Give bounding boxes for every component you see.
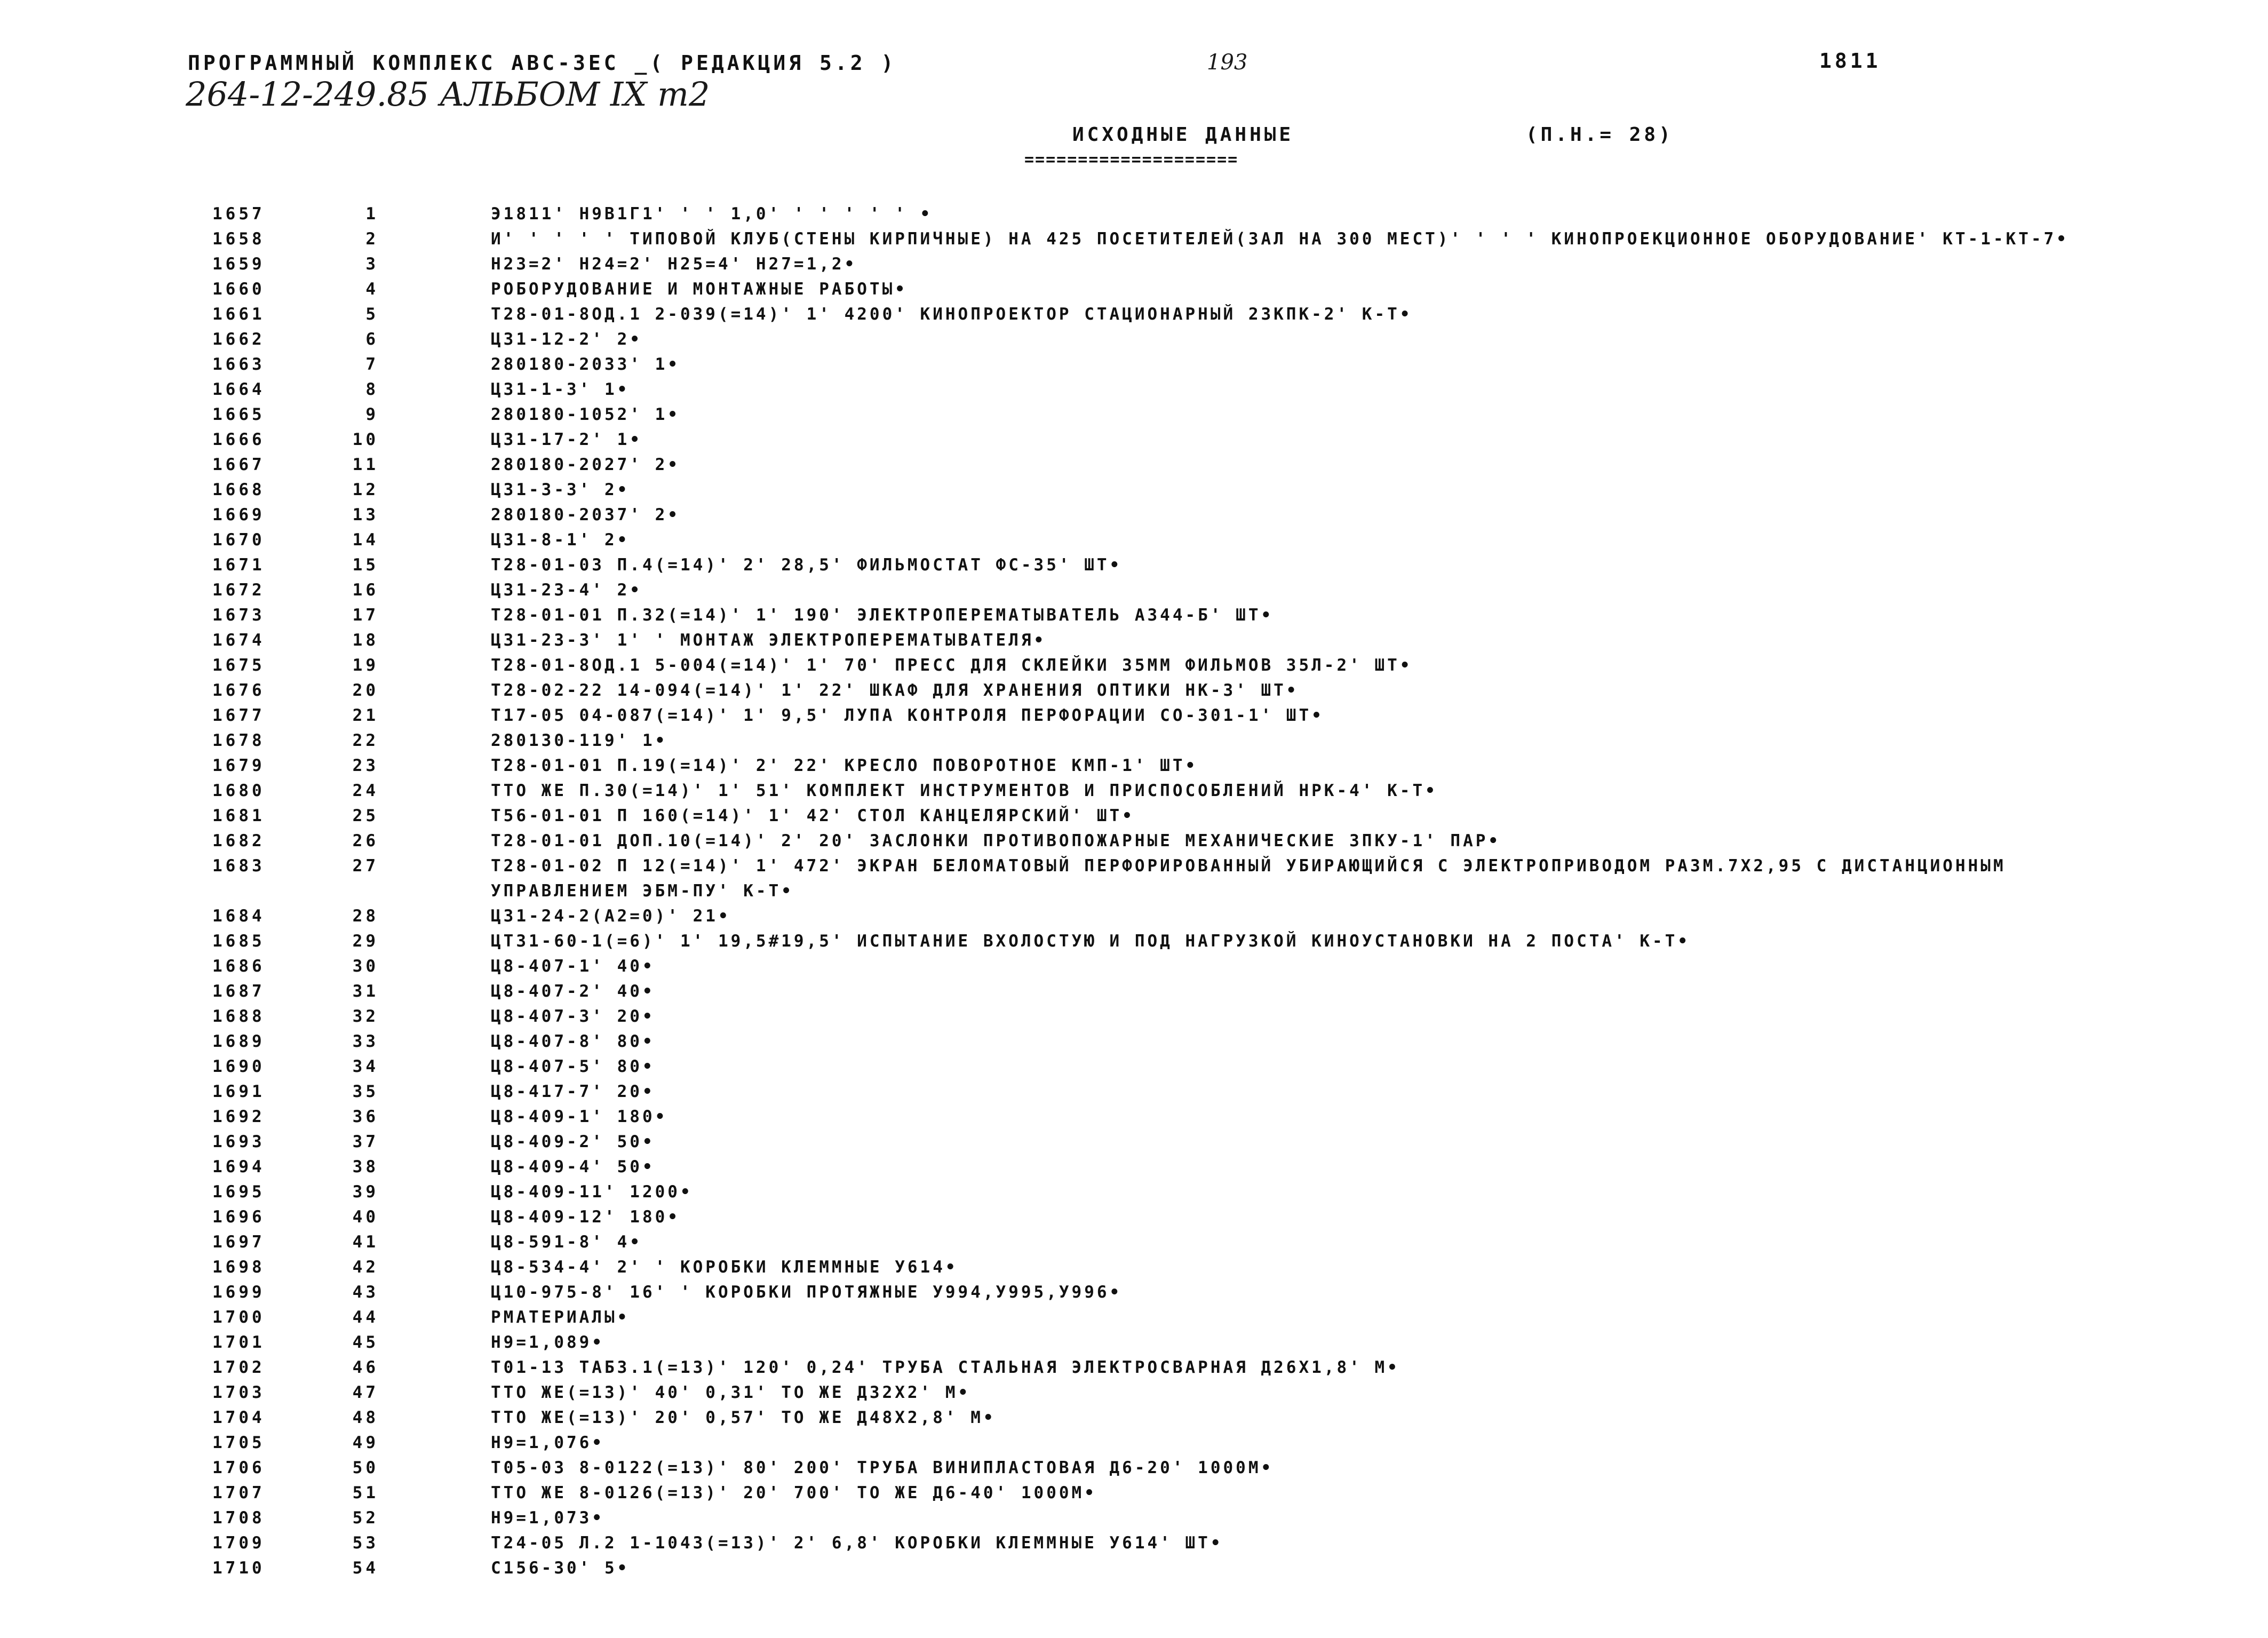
listing-row	[0, 202, 2268, 227]
line-number: 1678	[212, 731, 265, 750]
record-number: 48	[352, 1408, 379, 1427]
listing-row	[0, 302, 2268, 327]
record-number: 28	[352, 907, 379, 926]
line-number: 1661	[212, 305, 265, 324]
listing-row	[0, 653, 2268, 678]
line-number: 1680	[212, 781, 265, 800]
record-number: 22	[352, 731, 379, 750]
record-text: ЦТ31-60-1(=6)' 1' 19,5#19,5' ИСПЫТАНИЕ ВХОЛОСТУЮ И ПОД НАГРУЗКОЙ КИНОУСТАНОВКИ НА 2 ПОСТА' К-Т•	[491, 932, 1691, 951]
listing-row	[0, 929, 2268, 954]
record-text: Ц8-409-11' 1200•	[491, 1182, 693, 1202]
record-text: Т24-05 Л.2 1-1043(=13)' 2' 6,8' КОРОБКИ КЛЕММНЫЕ У614' ШТ•	[491, 1533, 1223, 1553]
line-number: 1675	[212, 656, 265, 675]
record-text: Ц31-8-1' 2•	[491, 530, 630, 550]
line-number: 1692	[212, 1107, 265, 1126]
listing-row	[0, 1556, 2268, 1581]
record-text: Ц8-534-4' 2' ' КОРОБКИ КЛЕММНЫЕ У614•	[491, 1258, 958, 1277]
listing-row	[0, 553, 2268, 578]
record-text: Ц31-17-2' 1•	[491, 430, 642, 449]
record-number: 17	[352, 606, 379, 625]
listing-row	[0, 352, 2268, 377]
listing-row	[0, 904, 2268, 929]
line-number: 1679	[212, 756, 265, 775]
record-text: Т01-13 ТАБ3.1(=13)' 120' 0,24' ТРУБА СТАЛЬНАЯ ЭЛЕКТРОСВАРНАЯ Д26Х1,8' М•	[491, 1358, 1400, 1377]
line-number: 1701	[212, 1333, 265, 1352]
line-number: 1663	[212, 355, 265, 374]
record-text: Т28-01-01 П.32(=14)' 1' 190' ЭЛЕКТРОПЕРЕМАТЫВАТЕЛЬ А344-Б' ШТ•	[491, 606, 1274, 625]
listing-row	[0, 1104, 2268, 1130]
line-number: 1683	[212, 856, 265, 876]
line-number: 1657	[212, 204, 265, 224]
line-number: 1705	[212, 1433, 265, 1452]
line-number: 1670	[212, 530, 265, 550]
line-number: 1671	[212, 555, 265, 575]
line-number: 1673	[212, 606, 265, 625]
record-number: 53	[352, 1533, 379, 1553]
listing-row	[0, 1079, 2268, 1104]
listing-row	[0, 1430, 2268, 1456]
record-number: 32	[352, 1007, 379, 1026]
record-number: 49	[352, 1433, 379, 1452]
record-text: Ц31-1-3' 1•	[491, 380, 630, 399]
record-number: 43	[352, 1283, 379, 1302]
listing-row	[0, 277, 2268, 302]
record-number: 38	[352, 1157, 379, 1176]
record-number: 47	[352, 1383, 379, 1402]
data-listing	[0, 202, 2268, 1581]
line-number: 1662	[212, 330, 265, 349]
line-number: 1695	[212, 1182, 265, 1202]
record-text: 280180-2033' 1•	[491, 355, 680, 374]
record-number: 42	[352, 1258, 379, 1277]
record-text: Ц31-23-3' 1' ' МОНТАЖ ЭЛЕКТРОПЕРЕМАТЫВАТЕЛЯ•	[491, 631, 1047, 650]
record-text: Ц31-3-3' 2•	[491, 480, 630, 499]
record-text: Ц8-407-3' 20•	[491, 1007, 655, 1026]
line-number: 1659	[212, 255, 265, 274]
record-number: 39	[352, 1182, 379, 1202]
listing-row	[0, 452, 2268, 478]
record-text: ТТО ЖЕ П.30(=14)' 1' 51' КОМПЛЕКТ ИНСТРУМЕНТОВ И ПРИСПОСОБЛЕНИЙ НРК-4' К-Т•	[491, 781, 1438, 800]
record-text: Н9=1,089•	[491, 1333, 604, 1352]
line-number: 1660	[212, 280, 265, 299]
line-number: 1685	[212, 932, 265, 951]
pn-label: (П.Н.= 28)	[1526, 124, 1674, 146]
line-number: 1694	[212, 1157, 265, 1176]
record-text: Ц8-407-2' 40•	[491, 982, 655, 1001]
listing-row	[0, 804, 2268, 829]
record-text: Ц8-407-1' 40•	[491, 957, 655, 976]
record-text: Э1811' Н9В1Г1' ' ' 1,0' ' ' ' ' ' •	[491, 204, 933, 224]
record-number: 1	[365, 204, 379, 224]
listing-row	[0, 603, 2268, 628]
record-number: 3	[365, 255, 379, 274]
record-number: 33	[352, 1032, 379, 1051]
listing-row	[0, 1380, 2268, 1405]
record-number: 46	[352, 1358, 379, 1377]
record-number: 15	[352, 555, 379, 575]
record-number: 35	[352, 1082, 379, 1101]
record-number: 31	[352, 982, 379, 1001]
record-number: 52	[352, 1508, 379, 1528]
record-number: 11	[352, 455, 379, 474]
record-text: 280180-1052' 1•	[491, 405, 680, 424]
record-text: Т28-01-8ОД.1 5-004(=14)' 1' 70' ПРЕСС ДЛЯ СКЛЕЙКИ 35ММ ФИЛЬМОВ 35Л-2' ШТ•	[491, 656, 1413, 675]
record-number: 30	[352, 957, 379, 976]
line-number: 1707	[212, 1483, 265, 1502]
listing-row	[0, 227, 2268, 252]
line-number: 1688	[212, 1007, 265, 1026]
record-number: 40	[352, 1207, 379, 1227]
line-number: 1700	[212, 1308, 265, 1327]
record-number: 34	[352, 1057, 379, 1076]
listing-row	[0, 528, 2268, 553]
line-number: 1668	[212, 480, 265, 499]
record-number: 29	[352, 932, 379, 951]
record-text: Н9=1,076•	[491, 1433, 604, 1452]
record-text: Ц31-12-2' 2•	[491, 330, 642, 349]
line-number: 1684	[212, 907, 265, 926]
line-number: 1690	[212, 1057, 265, 1076]
record-number: 37	[352, 1132, 379, 1151]
listing-row	[0, 753, 2268, 778]
section-title: ИСХОДНЫЕ ДАННЫЕ	[1072, 124, 1294, 146]
record-text: Т28-02-22 14-094(=14)' 1' 22' ШКАФ ДЛЯ ХРАНЕНИЯ ОПТИКИ НК-3' ШТ•	[491, 681, 1299, 700]
listing-row	[0, 1130, 2268, 1155]
listing-row	[0, 1456, 2268, 1481]
listing-row	[0, 778, 2268, 804]
listing-row	[0, 703, 2268, 728]
listing-row	[0, 854, 2268, 904]
record-text: Т56-01-01 П 160(=14)' 1' 42' СТОЛ КАНЦЕЛЯРСКИЙ' ШТ•	[491, 806, 1135, 825]
record-text: РОБОРУДОВАНИЕ И МОНТАЖНЫЕ РАБОТЫ•	[491, 280, 908, 299]
record-number: 2	[365, 229, 379, 249]
record-text: 280130-119' 1•	[491, 731, 668, 750]
record-number: 51	[352, 1483, 379, 1502]
line-number: 1709	[212, 1533, 265, 1553]
record-text: С156-30' 5•	[491, 1559, 630, 1578]
record-text: Н9=1,073•	[491, 1508, 604, 1528]
listing-row	[0, 402, 2268, 427]
record-text: Н23=2' Н24=2' Н25=4' Н27=1,2•	[491, 255, 857, 274]
listing-row	[0, 1330, 2268, 1355]
line-number: 1699	[212, 1283, 265, 1302]
record-number: 14	[352, 530, 379, 550]
record-text: Ц8-409-1' 180•	[491, 1107, 668, 1126]
record-number: 20	[352, 681, 379, 700]
line-number: 1706	[212, 1458, 265, 1477]
listing-row	[0, 954, 2268, 979]
record-number: 6	[365, 330, 379, 349]
line-number: 1677	[212, 706, 265, 725]
listing-row	[0, 829, 2268, 854]
line-number: 1696	[212, 1207, 265, 1227]
listing-row	[0, 1506, 2268, 1531]
record-text: Т28-01-01 П.19(=14)' 2' 22' КРЕСЛО ПОВОРОТНОЕ КМП-1' ШТ•	[491, 756, 1198, 775]
record-text: Т17-05 04-087(=14)' 1' 9,5' ЛУПА КОНТРОЛЯ ПЕРФОРАЦИИ СО-301-1' ШТ•	[491, 706, 1324, 725]
listing-row	[0, 628, 2268, 653]
record-number: 45	[352, 1333, 379, 1352]
record-number: 4	[365, 280, 379, 299]
record-text: Т28-01-8ОД.1 2-039(=14)' 1' 4200' КИНОПРОЕКТОР СТАЦИОНАРНЫЙ 23КПК-2' К-Т•	[491, 305, 1413, 324]
record-text: Ц8-407-8' 80•	[491, 1032, 655, 1051]
listing-row	[0, 1230, 2268, 1255]
record-number: 19	[352, 656, 379, 675]
listing-row	[0, 1405, 2268, 1430]
record-text: Ц31-23-4' 2•	[491, 581, 642, 600]
record-number: 54	[352, 1559, 379, 1578]
record-text: Т05-03 8-0122(=13)' 80' 200' ТРУБА ВИНИПЛАСТОВАЯ Д6-20' 1000М•	[491, 1458, 1274, 1477]
listing-row	[0, 1004, 2268, 1029]
record-number: 23	[352, 756, 379, 775]
record-number: 16	[352, 581, 379, 600]
record-number: 25	[352, 806, 379, 825]
listing-row	[0, 1054, 2268, 1079]
listing-row	[0, 1280, 2268, 1305]
record-number: 41	[352, 1233, 379, 1252]
record-number: 18	[352, 631, 379, 650]
record-number: 9	[365, 405, 379, 424]
line-number: 1697	[212, 1233, 265, 1252]
listing-row	[0, 252, 2268, 277]
title-underline: ====================	[1024, 150, 1239, 169]
record-number: 13	[352, 505, 379, 524]
program-header: ПРОГРАММНЫЙ КОМПЛЕКС АВС-ЗЕС _( РЕДАКЦИЯ 5.2 )	[188, 51, 897, 75]
line-number: 1708	[212, 1508, 265, 1528]
record-number: 50	[352, 1458, 379, 1477]
record-number: 8	[365, 380, 379, 399]
line-number: 1686	[212, 957, 265, 976]
page-number: 1811	[1819, 49, 1881, 73]
line-number: 1691	[212, 1082, 265, 1101]
listing-row	[0, 427, 2268, 452]
listing-row	[0, 1305, 2268, 1330]
record-number: 26	[352, 831, 379, 850]
listing-row	[0, 1180, 2268, 1205]
line-number: 1658	[212, 229, 265, 249]
listing-row	[0, 1029, 2268, 1054]
listing-row	[0, 678, 2268, 703]
listing-row	[0, 1531, 2268, 1556]
record-text: И' ' ' ' ' ТИПОВОЙ КЛУБ(СТЕНЫ КИРПИЧНЫЕ) НА 425 ПОСЕТИТЕЛЕЙ(ЗАЛ НА 300 МЕСТ)' ' ' ' КИНОПРОЕКЦИОННОЕ ОБОРУДОВАНИЕ' КТ-1-КТ-7•	[491, 229, 2069, 249]
listing-row	[0, 979, 2268, 1004]
line-number: 1687	[212, 982, 265, 1001]
line-number: 1674	[212, 631, 265, 650]
line-number: 1693	[212, 1132, 265, 1151]
listing-row	[0, 1205, 2268, 1230]
record-text: Т28-01-01 ДОП.10(=14)' 2' 20' ЗАСЛОНКИ ПРОТИВОПОЖАРНЫЕ МЕХАНИЧЕСКИЕ ЗПКУ-1' ПАР•	[491, 831, 1501, 850]
line-number: 1672	[212, 581, 265, 600]
record-number: 44	[352, 1308, 379, 1327]
line-number: 1710	[212, 1559, 265, 1578]
listing-row	[0, 1155, 2268, 1180]
record-text: Ц31-24-2(А2=0)' 21•	[491, 907, 731, 926]
listing-row	[0, 327, 2268, 352]
listing-row	[0, 1255, 2268, 1280]
line-number: 1702	[212, 1358, 265, 1377]
record-number: 7	[365, 355, 379, 374]
line-number: 1704	[212, 1408, 265, 1427]
record-text: 280180-2037' 2•	[491, 505, 680, 524]
handwritten-page-stamp: 193	[1207, 50, 1248, 75]
record-text: ТТО ЖЕ(=13)' 40' 0,31' ТО ЖЕ Д32Х2' М•	[491, 1383, 971, 1402]
line-number: 1703	[212, 1383, 265, 1402]
listing-row	[0, 377, 2268, 402]
record-number: 27	[352, 856, 379, 876]
record-number: 24	[352, 781, 379, 800]
record-text: 280180-2027' 2•	[491, 455, 680, 474]
line-number: 1664	[212, 380, 265, 399]
record-text: Ц10-975-8' 16' ' КОРОБКИ ПРОТЯЖНЫЕ У994,У995,У996•	[491, 1283, 1123, 1302]
handwritten-album-note: 264-12-249.85 АЛЬБОМ IX т2	[186, 75, 710, 114]
record-number: 12	[352, 480, 379, 499]
listing-row	[0, 578, 2268, 603]
listing-row	[0, 1481, 2268, 1506]
record-text: Ц8-409-4' 50•	[491, 1157, 655, 1176]
record-text: Ц8-409-2' 50•	[491, 1132, 655, 1151]
record-number: 36	[352, 1107, 379, 1126]
record-text: РМАТЕРИАЛЫ•	[491, 1308, 630, 1327]
record-number: 5	[365, 305, 379, 324]
record-text: Ц8-417-7' 20•	[491, 1082, 655, 1101]
record-text: Ц8-409-12' 180•	[491, 1207, 680, 1227]
listing-row	[0, 478, 2268, 503]
record-text: Т28-01-03 П.4(=14)' 2' 28,5' ФИЛЬМОСТАТ ФС-35' ШТ•	[491, 555, 1123, 575]
listing-row	[0, 728, 2268, 753]
record-number: 21	[352, 706, 379, 725]
line-number: 1669	[212, 505, 265, 524]
line-number: 1665	[212, 405, 265, 424]
record-text: ТТО ЖЕ 8-0126(=13)' 20' 700' ТО ЖЕ Д6-40' 1000М•	[491, 1483, 1097, 1502]
listing-row	[0, 1355, 2268, 1380]
line-number: 1666	[212, 430, 265, 449]
line-number: 1698	[212, 1258, 265, 1277]
record-text: Ц8-407-5' 80•	[491, 1057, 655, 1076]
line-number: 1676	[212, 681, 265, 700]
listing-row	[0, 503, 2268, 528]
line-number: 1681	[212, 806, 265, 825]
line-number: 1667	[212, 455, 265, 474]
record-text: ТТО ЖЕ(=13)' 20' 0,57' ТО ЖЕ Д48Х2,8' М•	[491, 1408, 996, 1427]
record-number: 10	[352, 430, 379, 449]
line-number: 1689	[212, 1032, 265, 1051]
line-number: 1682	[212, 831, 265, 850]
record-text: Т28-01-02 П 12(=14)' 1' 472' ЭКРАН БЕЛОМАТОВЫЙ ПЕРФОРИРОВАННЫЙ УБИРАЮЩИЙСЯ С ЭЛЕКТРОПРИВОДОМ РАЗМ.7Х2,95 С ДИСТАНЦИОННЫМ УПРАВЛЕНИЕМ ЭБМ-ПУ' К-Т•	[491, 856, 2019, 901]
record-text: Ц8-591-8' 4•	[491, 1233, 642, 1252]
